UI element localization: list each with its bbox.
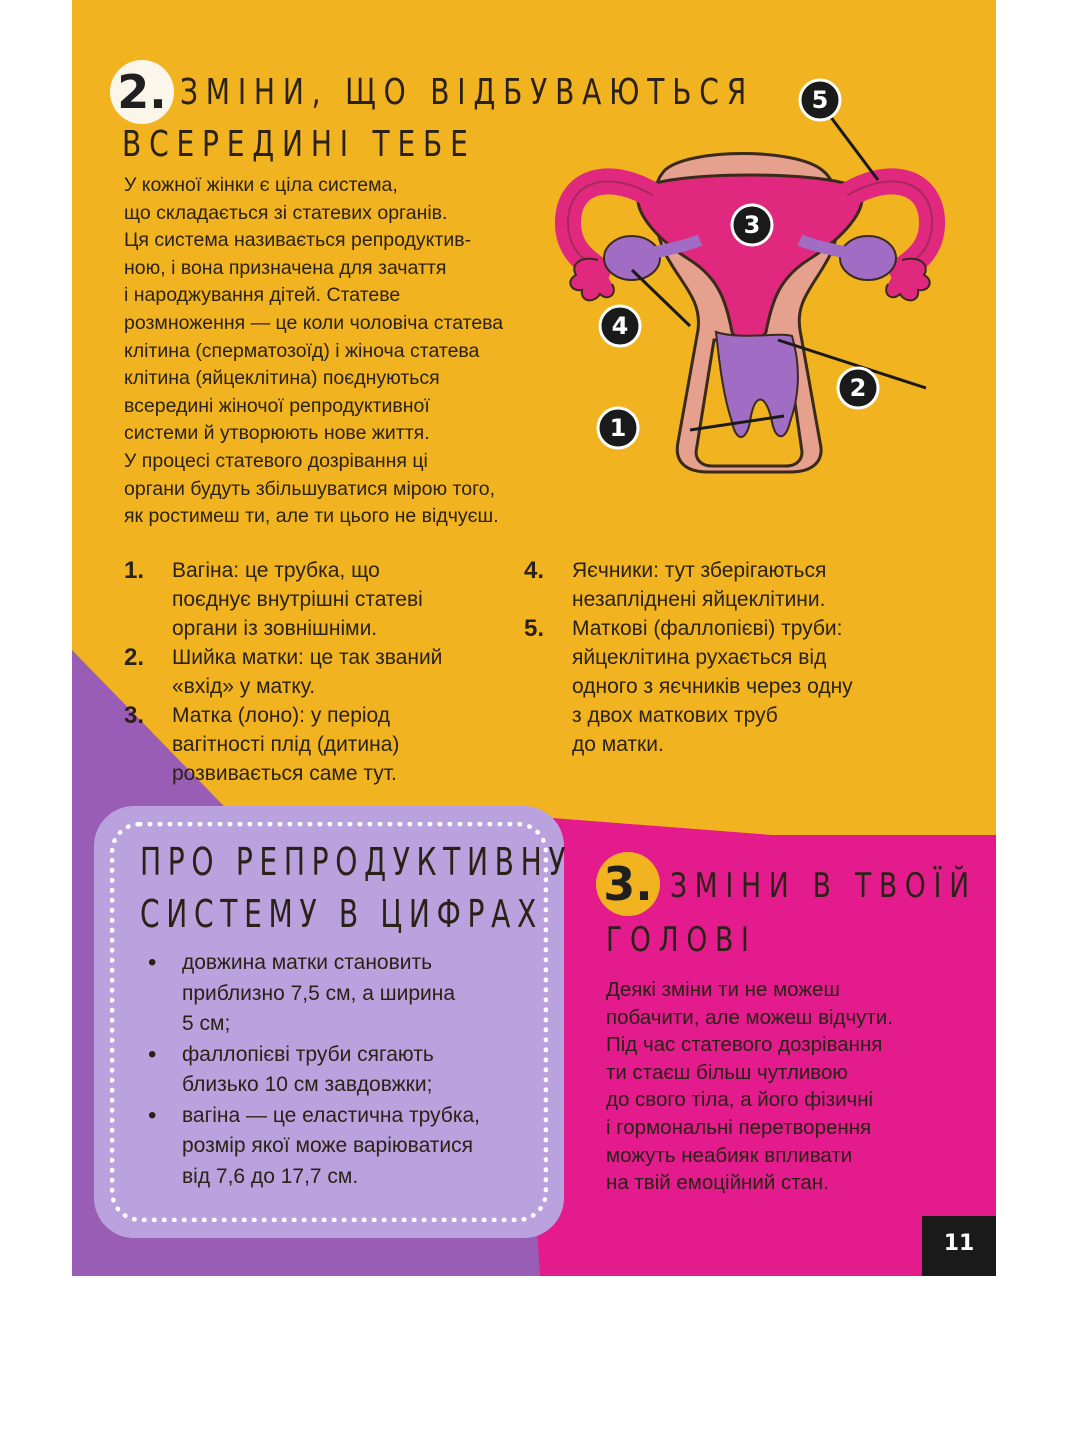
facts-title-line1: ПРО РЕПРОДУКТИВНУ (140, 840, 573, 884)
fact-line: від 7,6 до 17,7 см. (182, 1164, 359, 1188)
intro-line: У процесі статевого дозрівання ці (124, 449, 428, 472)
intro-line: системи й утворюють нове життя. (124, 422, 430, 445)
list-number: 1. (124, 557, 145, 584)
intro-line: У кожної жінки є ціла система, (124, 174, 398, 196)
intro-line: ною, і вона призначена для зачаття (124, 256, 447, 279)
label-4: 4 (611, 312, 629, 340)
organ-list-left (124, 556, 504, 788)
list-line: яйцеклітина рухається від (572, 646, 827, 669)
list-line: до матки. (572, 733, 664, 756)
list-number: 4. (524, 557, 545, 584)
fact-line: близько 10 см завдовжки; (182, 1073, 433, 1096)
paragraph-line: до свого тіла, а його фізичні (606, 1088, 874, 1112)
fact-line: 5 см; (182, 1012, 231, 1035)
fact-line: • вагіна — це еластична трубка, (182, 1103, 480, 1127)
list-line: Вагіна: це трубка, що (172, 559, 380, 582)
facts-title-line2: СИСТЕМУ В ЦИФРАХ (140, 892, 543, 936)
intro-line: і народжування дітей. Статеве (124, 284, 401, 307)
list-item (124, 643, 504, 701)
intro-line: Ця система називається репродуктив- (124, 229, 472, 252)
section-3-title-line2: ГОЛОВІ (606, 920, 757, 960)
list-line: поєднує внутрішні статеві (172, 588, 423, 611)
list-line: розвивається саме тут. (172, 762, 397, 785)
fact-item (148, 948, 528, 1040)
fact-line: приблизно 7,5 см, а ширина (182, 981, 455, 1005)
paragraph-line: ти стаєш більш чутливою (606, 1060, 848, 1084)
diagram-labels (72, 0, 996, 500)
section-2-title-line2: ВСЕРЕДИНІ ТЕБЕ (122, 124, 476, 165)
list-line: з двох маткових труб (572, 704, 778, 727)
intro-line: всередині жіночої репродуктивної (124, 394, 430, 417)
list-line: Яєчники: тут зберігаються (572, 559, 827, 582)
list-line: вагітності плід (дитина) (172, 733, 400, 756)
fact-line: розмір якої може варіюватися (182, 1134, 474, 1157)
fact-item (148, 1040, 528, 1101)
label-3: 3 (743, 211, 761, 239)
facts-callout (94, 806, 573, 1238)
list-line: Шийка матки: це так званий (172, 646, 443, 669)
organ-list-right (524, 556, 924, 759)
paragraph-line: можуть неабияк впливати (606, 1143, 853, 1167)
intro-line: клітина (яйцеклітина) поєднуються (124, 367, 440, 390)
facts-list (148, 948, 528, 1192)
paragraph-line: Під час статевого дозрівання (606, 1033, 883, 1057)
list-line: незапліднені яйцеклітини. (572, 588, 826, 611)
list-item (524, 614, 924, 759)
label-2: 2 (849, 374, 867, 402)
list-line: «вхід» у матку. (172, 675, 316, 698)
paragraph-line: і гормональні перетворення (606, 1115, 872, 1139)
list-item (524, 556, 924, 614)
list-line: Маткові (фаллопієві) труби: (572, 617, 843, 640)
list-line: одного з яєчників через одну (572, 675, 853, 698)
intro-line: як ростимеш ти, але ти цього не відчуєш. (124, 505, 499, 528)
intro-line: розмноження — це коли чоловіча статева (124, 311, 504, 334)
list-item (124, 701, 504, 788)
paragraph-line: Деякі зміни ти не можеш (606, 978, 840, 1001)
list-line: органи із зовнішніми. (172, 617, 378, 640)
list-line: Матка (лоно): у період (172, 704, 391, 727)
section-2-number: 2. (110, 60, 174, 124)
list-item (124, 556, 504, 643)
section-3-paragraph (606, 976, 936, 1197)
intro-line: що складається зі статевих органів. (124, 201, 448, 224)
fact-item (148, 1101, 528, 1193)
section-3-title-line1: ЗМІНИ В ТВОЇЙ (670, 866, 977, 906)
list-number: 3. (124, 702, 145, 729)
section-3-number: 3. (596, 852, 660, 916)
book-page (72, 0, 996, 1276)
intro-line: органи будуть збільшуватися мірою того, (124, 477, 496, 500)
label-1: 1 (609, 414, 627, 442)
list-number: 5. (524, 615, 545, 642)
intro-line: клітина (сперматозоїд) і жіноча статева (124, 339, 480, 362)
fact-line: • фаллопієві труби сягають (182, 1042, 434, 1066)
paragraph-line: на твій емоційний стан. (606, 1171, 829, 1195)
label-5: 5 (811, 86, 829, 114)
list-number: 2. (124, 644, 145, 671)
page-number: 11 (922, 1216, 996, 1276)
paragraph-line: побачити, але можеш відчути. (606, 1005, 893, 1029)
fact-line: • довжина матки становить (182, 951, 433, 974)
section-2-title-line1: ЗМІНИ, ЩО ВІДБУВАЮТЬСЯ (180, 72, 755, 113)
